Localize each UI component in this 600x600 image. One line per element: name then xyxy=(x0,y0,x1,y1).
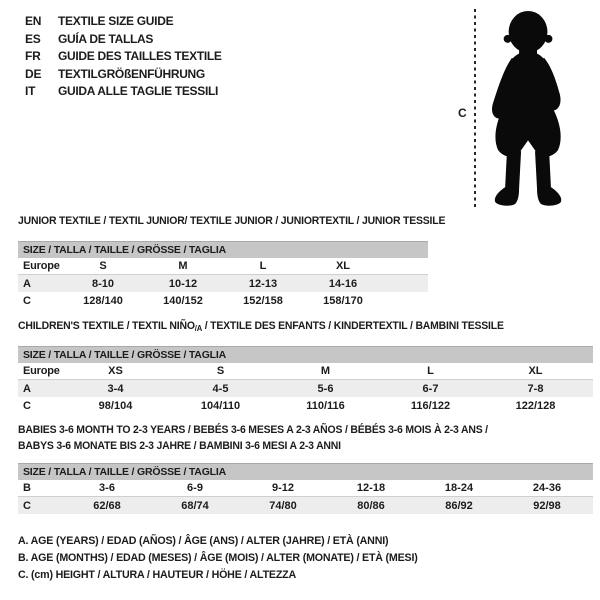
table-cell: 80/86 xyxy=(357,499,385,512)
language-code: ES xyxy=(25,31,41,46)
row-label: Europe xyxy=(23,365,60,377)
size-header-bar: SIZE / TALLA / TAILLE / GRÖSSE / TAGLIA xyxy=(18,346,593,363)
row-label: Europe xyxy=(23,260,60,272)
table-cell: 98/104 xyxy=(98,399,133,412)
table-cell: 116/122 xyxy=(410,399,451,412)
table-cell: 110/116 xyxy=(306,399,345,412)
table-cell: 9-12 xyxy=(271,482,295,494)
language-label: GUIDE DES TAILLES TEXTILE xyxy=(58,49,222,63)
table-cell: 104/110 xyxy=(200,399,241,412)
language-list xyxy=(25,13,222,101)
table-row-europe xyxy=(18,363,593,380)
table-cell: M xyxy=(320,365,331,377)
language-row-it xyxy=(25,83,222,101)
baby-silhouette-icon xyxy=(486,5,590,209)
table-cell: 14-16 xyxy=(328,277,358,290)
table-cell: S xyxy=(99,260,107,272)
table-cell: M xyxy=(178,260,188,272)
table-cell: 3-6 xyxy=(99,482,115,494)
table-cell: L xyxy=(259,260,267,272)
table-row-c xyxy=(18,397,593,414)
table-row-c xyxy=(18,292,428,309)
language-label: TEXTILE SIZE GUIDE xyxy=(58,14,174,28)
language-code: FR xyxy=(25,49,41,63)
table-cell: 3-4 xyxy=(107,382,124,395)
language-label: GUÍA DE TALLAS xyxy=(58,31,154,46)
height-measure-dotted-line xyxy=(474,9,476,207)
table-cell: 24-36 xyxy=(532,482,562,494)
language-row-en xyxy=(25,13,222,31)
language-code: EN xyxy=(25,14,42,28)
table-cell: 74/80 xyxy=(269,499,297,512)
table-row-europe xyxy=(18,258,428,275)
table-cell: 12-18 xyxy=(356,482,386,494)
table-row-a xyxy=(18,380,593,397)
table-cell: 6-9 xyxy=(187,482,203,494)
measurement-legend xyxy=(18,533,418,583)
language-label: GUIDA ALLE TAGLIE TESSILI xyxy=(58,84,219,98)
children-table-title xyxy=(18,320,504,333)
legend-line-c: C. (cm) HEIGHT / ALTURA / HAUTEUR / HÖHE / ALTEZZA xyxy=(18,568,296,581)
table-cell: 68/74 xyxy=(181,499,209,512)
babies-size-table xyxy=(18,463,593,514)
table-cell: 92/98 xyxy=(533,499,561,512)
table-cell: XS xyxy=(108,365,123,377)
size-header-bar: SIZE / TALLA / TAILLE / GRÖSSE / TAGLIA xyxy=(18,241,428,258)
babies-table-title xyxy=(18,423,488,454)
table-cell: 7-8 xyxy=(527,382,544,395)
table-row-b xyxy=(18,480,593,497)
children-size-table xyxy=(18,346,593,414)
language-row-de xyxy=(25,66,222,84)
table-cell: XL xyxy=(335,260,351,272)
legend-line-a: A. AGE (YEARS) / EDAD (AÑOS) / ÂGE (ANS) / ALTER (JAHRE) / ETÀ (ANNI) xyxy=(18,535,389,547)
row-label: C xyxy=(23,399,31,412)
table-cell: 152/158 xyxy=(243,294,283,307)
row-label: A xyxy=(23,382,31,395)
language-code: DE xyxy=(25,66,42,81)
table-cell: 8-10 xyxy=(91,277,115,290)
table-cell: XL xyxy=(528,365,543,377)
junior-size-table xyxy=(18,241,428,309)
children-title-pre: CHILDREN'S TEXTILE / TEXTIL NIÑO xyxy=(18,320,195,332)
height-measure-label: C xyxy=(458,106,467,120)
table-cell: 158/170 xyxy=(323,294,363,307)
row-label: B xyxy=(23,482,31,494)
language-label: TEXTILGRÖßENFÜHRUNG xyxy=(58,66,205,81)
language-row-fr xyxy=(25,48,222,66)
table-cell: 18-24 xyxy=(444,482,474,494)
table-cell: 62/68 xyxy=(93,499,121,512)
table-cell: 10-12 xyxy=(168,277,198,290)
children-title-post: / TEXTILE DES ENFANTS / KINDERTEXTIL / BAMBINI TESSILE xyxy=(202,320,504,332)
table-cell: 128/140 xyxy=(83,294,123,307)
table-row-c xyxy=(18,497,593,514)
table-cell: 12-13 xyxy=(248,277,278,290)
row-label: A xyxy=(23,277,31,290)
table-cell: 122/128 xyxy=(515,399,556,412)
table-cell: 4-5 xyxy=(212,382,229,395)
table-row-a xyxy=(18,275,428,292)
table-cell: 140/152 xyxy=(163,294,203,307)
table-cell: S xyxy=(216,365,225,377)
row-label: C xyxy=(23,499,31,512)
language-row-es xyxy=(25,31,222,49)
table-cell: 5-6 xyxy=(317,382,334,395)
table-cell: L xyxy=(427,365,434,377)
babies-title-line2: BABYS 3-6 MONATE BIS 2-3 JAHRE / BAMBINI 3-6 MESI A 2-3 ANNI xyxy=(18,439,341,452)
size-header-bar: SIZE / TALLA / TAILLE / GRÖSSE / TAGLIA xyxy=(18,463,593,480)
children-title-subscript: /A xyxy=(194,324,203,333)
junior-table-title: JUNIOR TEXTILE / TEXTIL JUNIOR/ TEXTILE JUNIOR / JUNIORTEXTIL / JUNIOR TESSILE xyxy=(18,215,446,227)
table-cell: 6-7 xyxy=(422,382,439,395)
row-label: C xyxy=(23,294,31,307)
legend-line-b: B. AGE (MONTHS) / EDAD (MESES) / ÂGE (MOIS) / ALTER (MONATE) / ETÀ (MESI) xyxy=(18,551,418,564)
table-cell: 86/92 xyxy=(445,499,473,512)
babies-title-line1: BABIES 3-6 MONTH TO 2-3 YEARS / BEBÉS 3-6 MESES A 2-3 AÑOS / BÉBÉS 3-6 MOIS À 2-3 ANS / xyxy=(18,424,488,436)
language-code: IT xyxy=(25,84,36,98)
